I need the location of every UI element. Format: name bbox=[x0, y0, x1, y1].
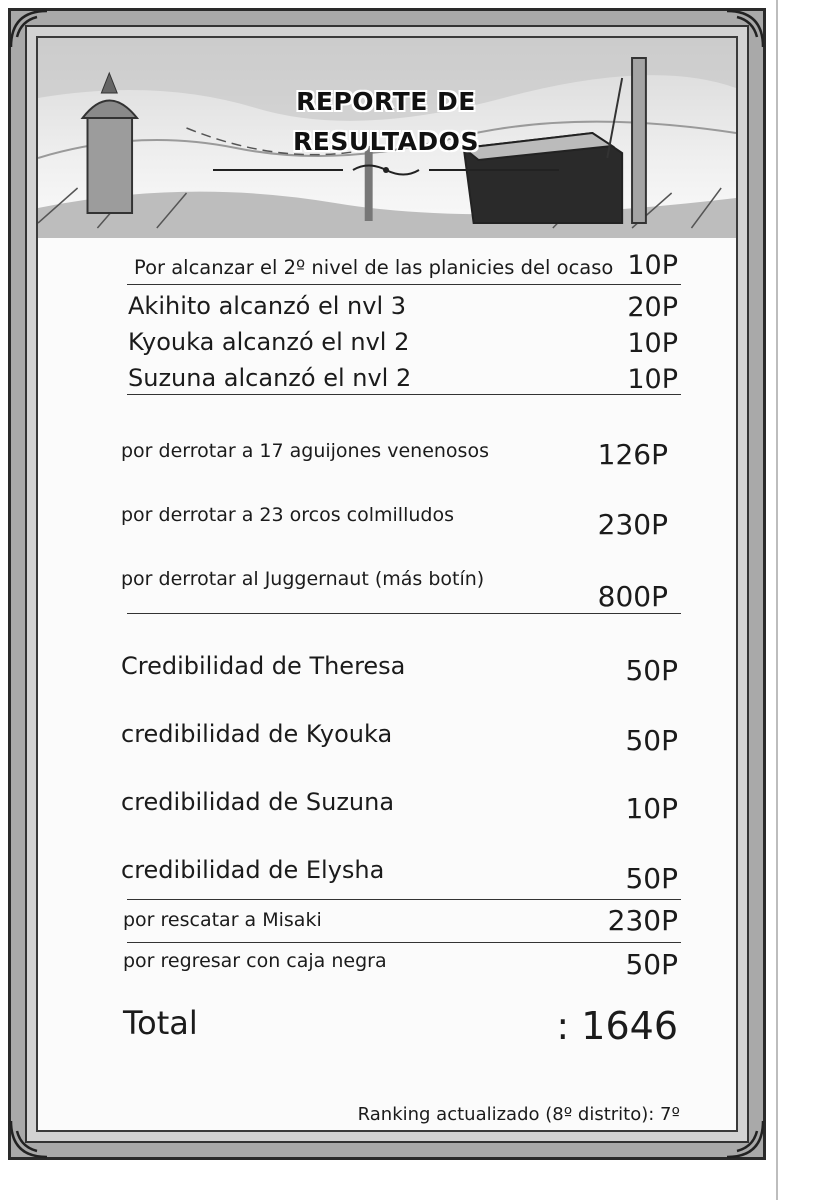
ranking-footer: Ranking actualizado (8º distrito): 7º bbox=[357, 1104, 680, 1125]
row-value-kyouka-level: 10P bbox=[627, 328, 678, 359]
row-label-orcos: por derrotar a 23 orcos colmilludos bbox=[121, 504, 454, 526]
report-title-plate bbox=[213, 82, 559, 156]
row-value-kyouka-cred: 50P bbox=[625, 724, 678, 757]
row-value-aguijones: 126P bbox=[597, 438, 668, 471]
divider bbox=[127, 394, 681, 395]
row-label-misaki: por rescatar a Misaki bbox=[123, 909, 322, 931]
corner-ornament-icon bbox=[7, 7, 51, 51]
divider bbox=[127, 899, 681, 900]
row-value-elysha: 50P bbox=[625, 862, 678, 895]
row-label-aguijones: por derrotar a 17 aguijones venenosos bbox=[121, 440, 489, 462]
row-label-kyouka-cred: credibilidad de Kyouka bbox=[121, 720, 393, 748]
row-label-kyouka-level: Kyouka alcanzó el nvl 2 bbox=[128, 328, 410, 356]
total-label: Total bbox=[123, 1004, 198, 1042]
divider bbox=[127, 942, 681, 943]
row-value-akihito: 20P bbox=[627, 292, 678, 323]
row-label-level-planicies: Por alcanzar el 2º nivel de las planicies del ocaso bbox=[134, 256, 614, 279]
row-label-suzuna-cred: credibilidad de Suzuna bbox=[121, 788, 395, 816]
frame-border bbox=[25, 25, 749, 1143]
divider bbox=[127, 284, 681, 285]
divider bbox=[127, 613, 681, 614]
row-label-suzuna-level: Suzuna alcanzó el nvl 2 bbox=[128, 364, 412, 392]
row-value-caja-negra: 50P bbox=[625, 948, 678, 981]
report-title: REPORTE DE RESULTADOS bbox=[293, 87, 479, 156]
row-value-level-planicies: 10P bbox=[627, 250, 678, 281]
row-value-suzuna-cred: 10P bbox=[625, 792, 678, 825]
row-value-juggernaut: 800P bbox=[597, 580, 668, 613]
row-label-akihito: Akihito alcanzó el nvl 3 bbox=[128, 292, 407, 320]
total-value: : 1646 bbox=[556, 1004, 678, 1048]
row-value-orcos: 230P bbox=[597, 508, 668, 541]
row-label-juggernaut: por derrotar al Juggernaut (más botín) bbox=[121, 568, 485, 590]
title-ornament bbox=[213, 163, 559, 177]
report-panel bbox=[36, 36, 738, 1132]
row-label-elysha: credibilidad de Elysha bbox=[121, 856, 385, 884]
row-value-misaki: 230P bbox=[607, 904, 678, 937]
corner-ornament-icon bbox=[723, 7, 767, 51]
report-frame bbox=[8, 8, 766, 1160]
row-value-suzuna-level: 10P bbox=[627, 364, 678, 395]
corner-ornament-icon bbox=[723, 1117, 767, 1161]
row-label-caja-negra: por regresar con caja negra bbox=[123, 950, 387, 972]
row-value-theresa: 50P bbox=[625, 654, 678, 687]
corner-ornament-icon bbox=[7, 1117, 51, 1161]
row-label-theresa: Credibilidad de Theresa bbox=[121, 652, 406, 680]
page-edge bbox=[776, 0, 836, 1200]
